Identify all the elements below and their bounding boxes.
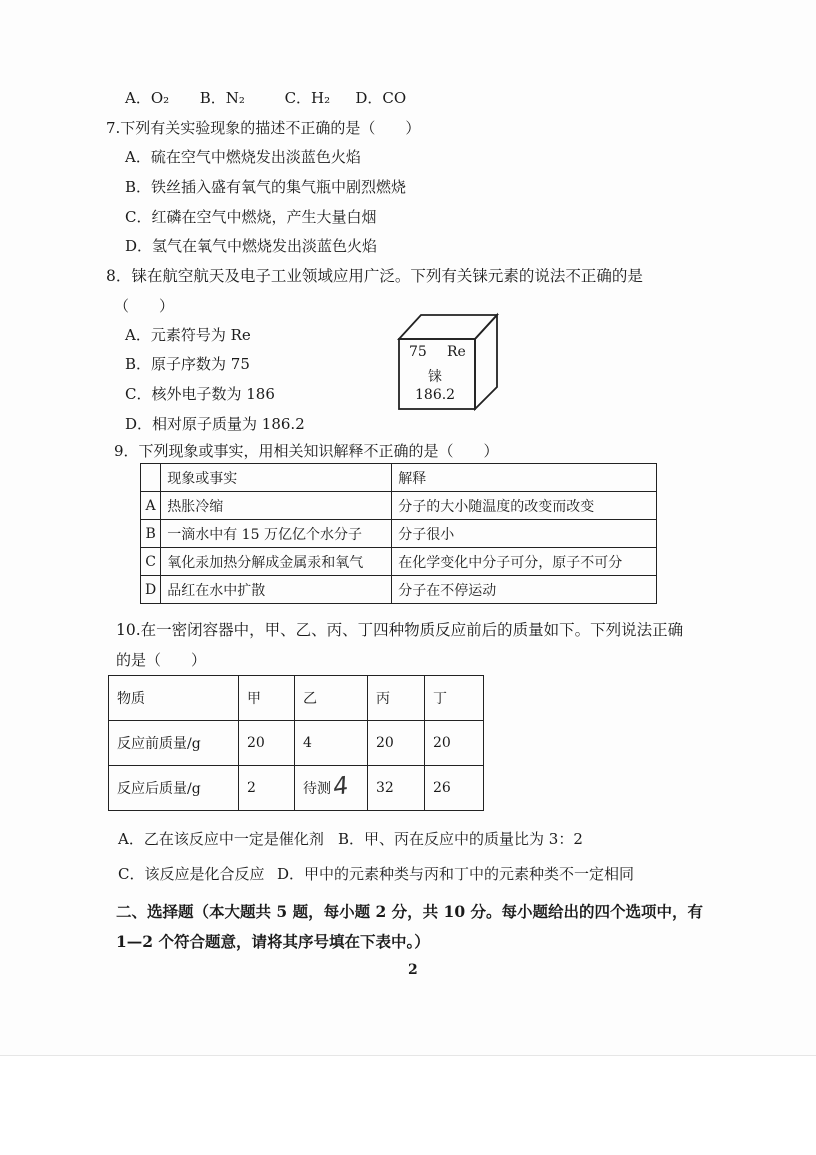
- table-cell: 20: [239, 721, 295, 766]
- table-cell: 在化学变化中分子可分，原子不可分: [392, 548, 657, 576]
- q10-option-d: D．甲中的元素种类与丙和丁中的元素种类不一定相同: [277, 865, 635, 883]
- table-row: [141, 548, 657, 576]
- table-cell: 反应前质量/g: [109, 721, 239, 766]
- element-cube: [396, 311, 500, 411]
- section2-heading-line1: 二、选择题（本大题共 5 题，每小题 2 分，共 10 分。每小题给出的四个选项中，有: [116, 902, 704, 921]
- q6-option-d: D．CO: [355, 89, 407, 107]
- table-cell: 4: [295, 721, 368, 766]
- table-cell: 分子的大小随温度的改变而改变: [392, 492, 657, 520]
- table-cell: 氧化汞加热分解成金属汞和氧气: [161, 548, 392, 576]
- q7-stem: 7.下列有关实验现象的描述不正确的是（ ）: [106, 119, 421, 137]
- section2-heading-line2: 1—2 个符合题意，请将其序号填在下表中。）: [116, 932, 430, 951]
- q7-option-d: D．氢气在氧气中燃烧发出淡蓝色火焰: [125, 237, 378, 255]
- table-cell: [295, 766, 368, 811]
- table-row: [141, 492, 657, 520]
- q9-stem: 9．下列现象或事实，用相关知识解释不正确的是（ ）: [114, 442, 499, 460]
- q7-option-c: C．红磷在空气中燃烧，产生大量白烟: [125, 208, 377, 226]
- q8-option-a: A．元素符号为 Re: [125, 326, 251, 344]
- table-header: 丙: [368, 676, 425, 721]
- table-cell: D: [141, 576, 161, 604]
- table-cell: 热胀冷缩: [161, 492, 392, 520]
- table-header: 乙: [295, 676, 368, 721]
- table-row: [109, 766, 484, 811]
- handwritten-answer: 4: [331, 771, 351, 801]
- q6-option-c: C．H₂: [284, 89, 331, 107]
- q10-table: [108, 675, 484, 811]
- q9-table: [140, 463, 657, 604]
- q10-stem-line2: 的是（ ）: [116, 651, 207, 669]
- q10-option-b: B．甲、丙在反应中的质量比为 3：2: [338, 830, 583, 848]
- table-header: 甲: [239, 676, 295, 721]
- table-cell: 分子在不停运动: [392, 576, 657, 604]
- page-number: 2: [408, 962, 418, 978]
- q6-options: [125, 88, 406, 108]
- atomic-mass: 186.2: [415, 387, 456, 403]
- element-symbol: Re: [447, 344, 466, 360]
- table-cell: 分子很小: [392, 520, 657, 548]
- q8-option-d: D．相对原子质量为 186.2: [125, 415, 305, 433]
- q6-option-a: A．O₂: [125, 89, 170, 107]
- q7-option-a: A．硫在空气中燃烧发出淡蓝色火焰: [125, 148, 361, 166]
- q8-option-c: C．核外电子数为 186: [125, 385, 275, 403]
- table-cell: 一滴水中有 15 万亿亿个水分子: [161, 520, 392, 548]
- table-header: 现象或事实: [161, 464, 392, 492]
- table-cell: 反应后质量/g: [109, 766, 239, 811]
- table-row: [141, 520, 657, 548]
- table-cell: [141, 464, 161, 492]
- q8-option-b: B．原子序数为 75: [125, 355, 250, 373]
- table-cell: 20: [368, 721, 425, 766]
- table-cell: 2: [239, 766, 295, 811]
- atomic-number: 75: [409, 344, 427, 360]
- q8-stem: 8．铼在航空航天及电子工业领域应用广泛。下列有关铼元素的说法不正确的是: [106, 267, 643, 285]
- table-cell: 20: [425, 721, 484, 766]
- q10-stem-line1: 10.在一密闭容器中，甲、乙、丙、丁四种物质反应前后的质量如下。下列说法正确: [116, 621, 684, 639]
- table-header: 物质: [109, 676, 239, 721]
- table-cell: C: [141, 548, 161, 576]
- table-header: 丁: [425, 676, 484, 721]
- table-cell: 品红在水中扩散: [161, 576, 392, 604]
- q8-answer-paren: （ ）: [114, 297, 175, 315]
- q10-option-c: C．该反应是化合反应: [118, 865, 265, 883]
- q10-option-a: A．乙在该反应中一定是催化剂: [118, 830, 324, 848]
- table-cell: 32: [368, 766, 425, 811]
- table-row: [109, 676, 484, 721]
- element-name: 铼: [428, 369, 442, 385]
- table-header: 解释: [392, 464, 657, 492]
- blank-area: [0, 1056, 816, 1155]
- q7-option-b: B．铁丝插入盛有氧气的集气瓶中剧烈燃烧: [125, 178, 407, 196]
- table-row: [141, 464, 657, 492]
- table-row: [109, 721, 484, 766]
- q6-option-b: B．N₂: [199, 89, 245, 107]
- pending-label: 待测: [303, 781, 331, 797]
- table-cell: 26: [425, 766, 484, 811]
- table-cell: A: [141, 492, 161, 520]
- table-row: [141, 576, 657, 604]
- table-cell: B: [141, 520, 161, 548]
